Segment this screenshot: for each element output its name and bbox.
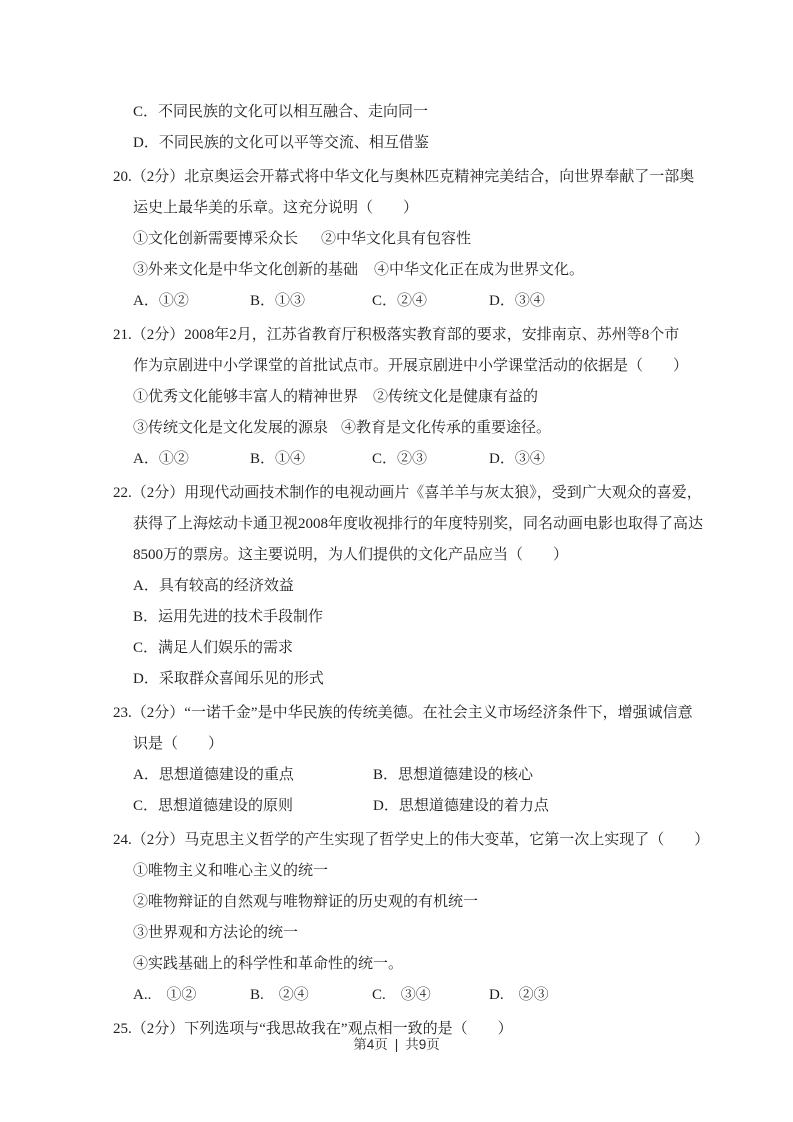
- q23-stem-line1: 23.（2分）“一诺千金”是中华民族的传统美德。在社会主义市场经济条件下，增强诚信意: [113, 705, 693, 721]
- q21-item3: ③传统文化是文化发展的源泉: [133, 420, 329, 436]
- question-22: [113, 478, 704, 695]
- q24-option-c: C. ③④: [372, 987, 431, 1003]
- q21-item2: ②传统文化是健康有益的: [373, 389, 539, 405]
- q23-options-row1: [133, 760, 695, 791]
- q22-stem-line3: 8500万的票房。这主要说明，为人们提供的文化产品应当（ ）: [133, 547, 569, 563]
- q24-option-d: D. ②③: [489, 987, 549, 1003]
- q20-item4: ④中华文化正在成为世界文化。: [374, 262, 585, 278]
- q21-option-b: B．①④: [250, 451, 306, 467]
- q22-option-d: D．采取群众喜闻乐见的形式: [133, 671, 324, 687]
- q20-option-c: C．②④: [372, 293, 428, 309]
- q24-options-row: [133, 980, 695, 1011]
- total-pages-label: 共9页: [405, 1037, 440, 1052]
- q21-option-a: A．①②: [133, 451, 189, 467]
- q21-items-row2: [133, 413, 695, 444]
- q20-items-row2: [133, 255, 695, 286]
- q22-option-a: A．具有较高的经济效益: [133, 578, 294, 594]
- q21-option-d: D．③④: [489, 451, 545, 467]
- q23-option-b: B．思想道德建设的核心: [373, 767, 534, 783]
- question-23: [113, 698, 695, 822]
- q22-stem-line1: 22.（2分）用现代动画技术制作的电视动画片《喜羊羊与灰太狼》，受到广大观众的喜爱，: [113, 485, 702, 501]
- q23-option-c: C．思想道德建设的原则: [133, 798, 294, 814]
- q24-item3: ③世界观和方法论的统一: [133, 925, 299, 941]
- current-page-label: 第4页: [353, 1037, 388, 1052]
- page-content: [113, 97, 710, 1045]
- q20-stem-line2: 运史上最华美的乐章。这充分说明（ ）: [133, 200, 419, 216]
- q21-item4: ④教育是文化传承的重要途径。: [341, 420, 552, 436]
- q24-stem-line1: 24.（2分）马克思主义哲学的产生实现了哲学史上的伟大变革，它第一次上实现了（ ）: [113, 832, 710, 848]
- q20-item1: ①文化创新需要博采众长: [133, 231, 299, 247]
- q24-item1: ①唯物主义和唯心主义的统一: [133, 863, 329, 879]
- q21-items-row1: [133, 382, 695, 413]
- question-21: [113, 320, 695, 475]
- q22-stem-line2: 获得了上海炫动卡通卫视2008年度收视排行的年度特别奖，同名动画电影也取得了高达: [133, 516, 704, 532]
- q23-option-a: A．思想道德建设的重点: [133, 767, 294, 783]
- q22-option-b: B．运用先进的技术手段制作: [133, 609, 324, 625]
- q21-stem-line1: 21.（2分）2008年2月，江苏省教育厅积极落实教育部的要求，安排南京、苏州等8个市: [113, 327, 680, 343]
- q20-options-row: [133, 286, 695, 317]
- q19-option-c: C．不同民族的文化可以相互融合、走向同一: [133, 104, 429, 120]
- q23-stem-line2: 识是（ ）: [133, 736, 224, 752]
- q23-option-d: D．思想道德建设的着力点: [373, 798, 549, 814]
- q25-stem-line1: 25.（2分）下列选项与“我思故我在”观点相一致的是（ ）: [113, 1021, 513, 1037]
- question-24: [113, 825, 710, 1011]
- q20-stem-line1: 20.（2分）北京奥运会开幕式将中华文化与奥林匹克精神完美结合，向世界奉献了一部奥: [113, 169, 695, 185]
- footer-separator: |: [394, 1037, 399, 1052]
- q20-item2: ②中华文化具有包容性: [321, 231, 472, 247]
- q19-option-d: D．不同民族的文化可以平等交流、相互借鉴: [133, 135, 429, 151]
- q20-item3: ③外来文化是中华文化创新的基础: [133, 262, 359, 278]
- q21-stem-line2: 作为京剧进中小学课堂的首批试点市。开展京剧进中小学课堂活动的依据是（ ）: [133, 358, 689, 374]
- q24-option-b: B. ②④: [250, 987, 309, 1003]
- page-footer: [0, 1033, 793, 1053]
- q20-option-b: B．①③: [250, 293, 306, 309]
- q21-options-row: [133, 444, 695, 475]
- q24-option-a: A.. ①②: [133, 987, 197, 1003]
- q20-items-row1: [133, 224, 695, 255]
- q24-item2: ②唯物辩证的自然观与唯物辩证的历史观的有机统一: [133, 894, 479, 910]
- q21-item1: ①优秀文化能够丰富人的精神世界: [133, 389, 359, 405]
- q22-option-c: C．满足人们娱乐的需求: [133, 640, 294, 656]
- question-20: [113, 162, 695, 317]
- q20-option-d: D．③④: [489, 293, 545, 309]
- q23-options-row2: [133, 791, 695, 822]
- q21-option-c: C．②③: [372, 451, 428, 467]
- q24-item4: ④实践基础上的科学性和革命性的统一。: [133, 956, 404, 972]
- q20-option-a: A．①②: [133, 293, 189, 309]
